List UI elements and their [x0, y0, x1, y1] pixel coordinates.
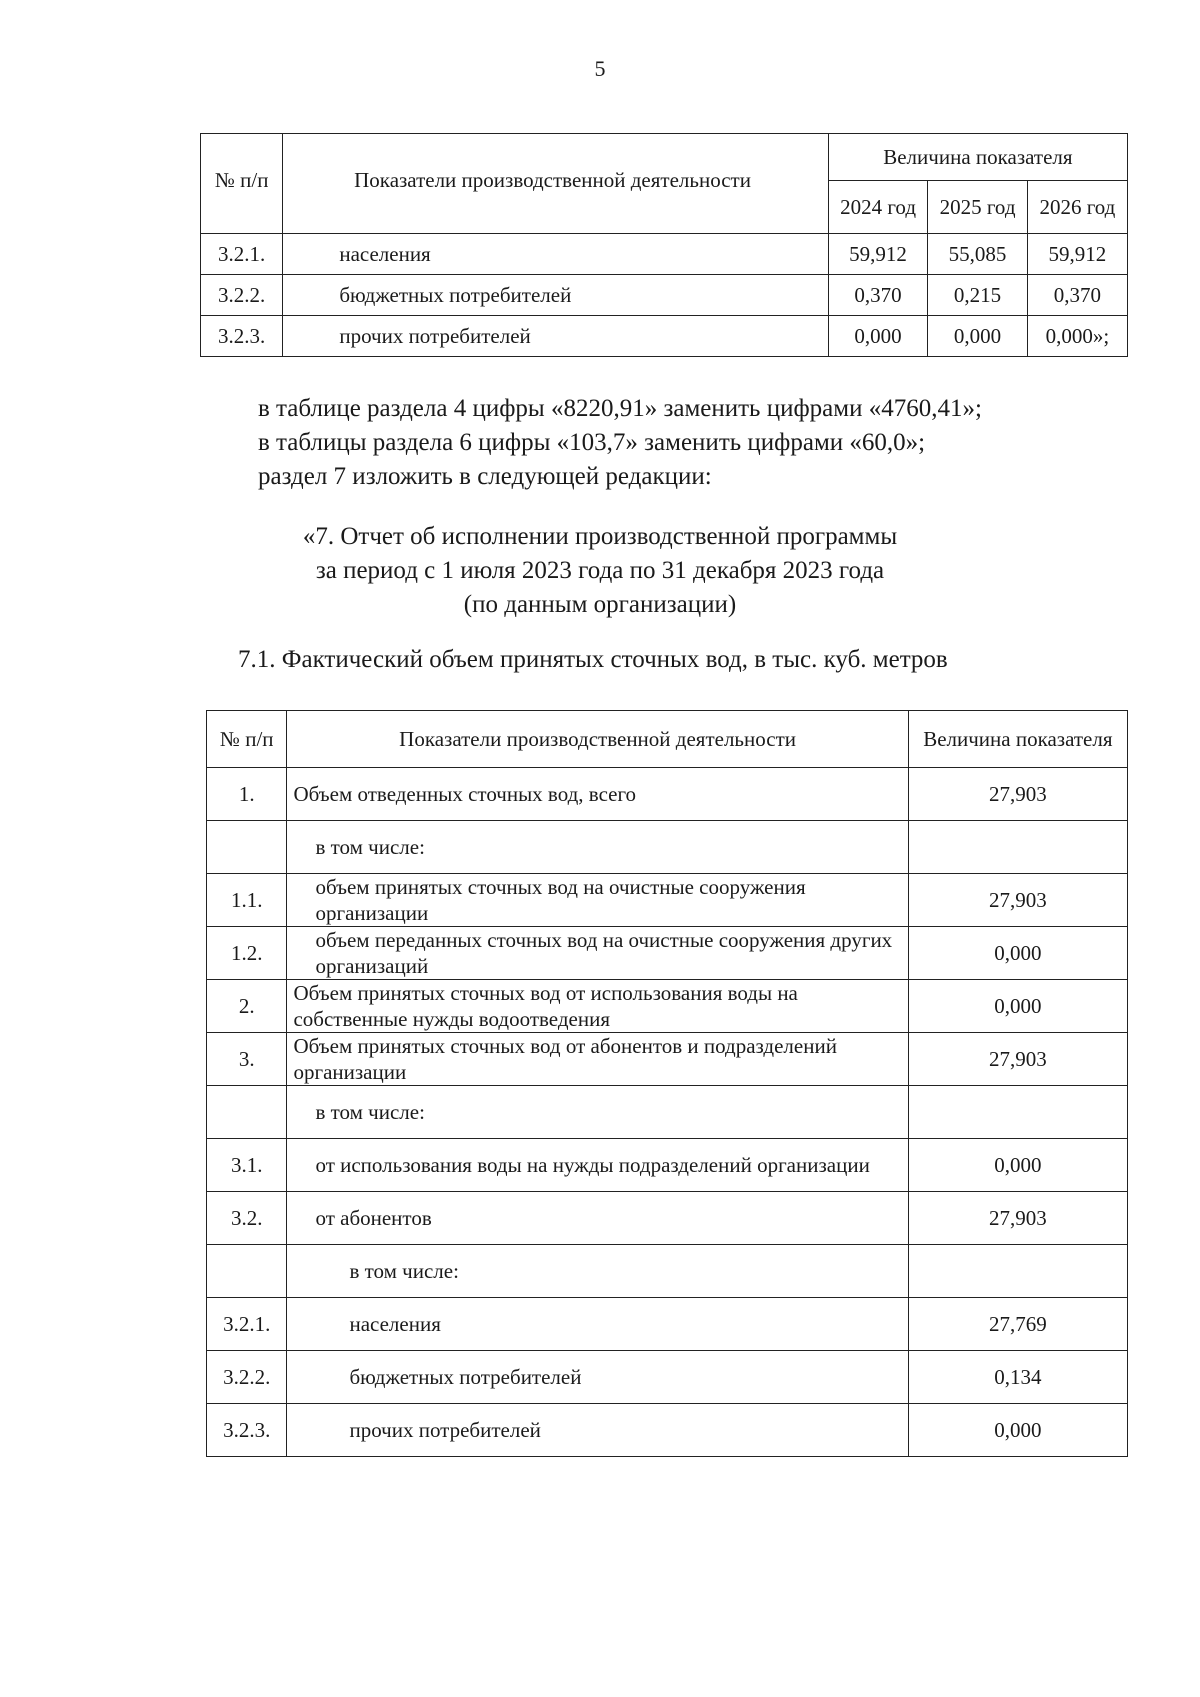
row-name: населения [283, 234, 828, 275]
header-value: Величина показателя [908, 711, 1127, 768]
row-num: 1. [207, 768, 287, 821]
header-value-group: Величина показателя [828, 134, 1127, 181]
row-num: 3.2.3. [201, 316, 283, 357]
row-num: 1.1. [207, 874, 287, 927]
header-name: Показатели производственной деятельности [287, 711, 908, 768]
row-name: в том числе: [287, 1086, 908, 1139]
header-year-2026: 2026 год [1027, 181, 1127, 234]
row-value: 27,903 [908, 874, 1127, 927]
header-num: № п/п [207, 711, 287, 768]
row-num: 3.2.1. [207, 1298, 287, 1351]
table-row [207, 1298, 1128, 1351]
row-num: 3.2.1. [201, 234, 283, 275]
row-num [207, 1086, 287, 1139]
row-value: 27,903 [908, 768, 1127, 821]
table-row [207, 821, 1128, 874]
row-name: от абонентов [287, 1192, 908, 1245]
row-num: 3.2.3. [207, 1404, 287, 1457]
row-name: в том числе: [287, 821, 908, 874]
table-row [207, 927, 1128, 980]
row-value: 0,000 [908, 980, 1127, 1033]
page-number: 5 [594, 56, 606, 81]
row-value: 27,769 [908, 1298, 1127, 1351]
paragraph-section4: в таблице раздела 4 цифры «8220,91» заменить цифрами «4760,41»; [258, 395, 982, 422]
row-name: от использования воды на нужды подразделений организации [287, 1139, 908, 1192]
row-value: 0,000 [908, 927, 1127, 980]
table-row [207, 768, 1128, 821]
row-num [207, 1245, 287, 1298]
table-row [201, 234, 1128, 275]
row-num: 3.2. [207, 1192, 287, 1245]
row-num: 3. [207, 1033, 287, 1086]
row-value-2024: 59,912 [828, 234, 928, 275]
table-row [201, 275, 1128, 316]
production-indicators-table [200, 133, 1128, 357]
header-num: № п/п [201, 134, 283, 234]
row-name: объем принятых сточных вод на очистные сооружения организации [287, 874, 908, 927]
row-value-2025: 55,085 [928, 234, 1028, 275]
row-num: 3.2.2. [201, 275, 283, 316]
paragraph-section6: в таблицы раздела 6 цифры «103,7» заменить цифрами «60,0»; [258, 429, 926, 456]
section-title-line: «7. Отчет об исполнении производственной программы [302, 523, 898, 550]
row-num [207, 821, 287, 874]
wastewater-volume-table [206, 710, 1128, 1457]
section-title [0, 520, 1200, 622]
row-name: прочих потребителей [287, 1404, 908, 1457]
paragraph-section7: раздел 7 изложить в следующей редакции: [258, 463, 712, 490]
row-value-2026: 59,912 [1027, 234, 1127, 275]
row-name: Объем принятых сточных вод от использования воды на собственные нужды водоотведения [287, 980, 908, 1033]
row-name: в том числе: [287, 1245, 908, 1298]
header-year-2024: 2024 год [828, 181, 928, 234]
subsection-title: 7.1. Фактический объем принятых сточных вод, в тыс. куб. метров [238, 646, 948, 673]
row-value: 27,903 [908, 1192, 1127, 1245]
row-value-2024: 0,370 [828, 275, 928, 316]
table-row [207, 980, 1128, 1033]
row-value: 27,903 [908, 1033, 1127, 1086]
row-name: населения [287, 1298, 908, 1351]
row-value-2025: 0,000 [928, 316, 1028, 357]
table-row [207, 1351, 1128, 1404]
table-row [207, 1033, 1128, 1086]
row-value [908, 1086, 1127, 1139]
header-year-2025: 2025 год [928, 181, 1028, 234]
table-row [207, 1192, 1128, 1245]
row-value-2026: 0,370 [1027, 275, 1127, 316]
row-value: 0,134 [908, 1351, 1127, 1404]
header-name: Показатели производственной деятельности [283, 134, 828, 234]
row-value: 0,000 [908, 1404, 1127, 1457]
table-row [207, 1245, 1128, 1298]
row-name: бюджетных потребителей [287, 1351, 908, 1404]
table-row [207, 1139, 1128, 1192]
section-title-line: за период с 1 июля 2023 года по 31 декабря 2023 года [315, 557, 885, 584]
row-num: 3.1. [207, 1139, 287, 1192]
row-value-2026: 0,000»; [1027, 316, 1127, 357]
row-num: 2. [207, 980, 287, 1033]
row-value-2025: 0,215 [928, 275, 1028, 316]
row-name: объем переданных сточных вод на очистные сооружения других организаций [287, 927, 908, 980]
row-value [908, 1245, 1127, 1298]
row-value-2024: 0,000 [828, 316, 928, 357]
section-title-line: (по данным организации) [463, 591, 737, 618]
row-num: 3.2.2. [207, 1351, 287, 1404]
row-value [908, 821, 1127, 874]
row-name: Объем отведенных сточных вод, всего [287, 768, 908, 821]
row-value: 0,000 [908, 1139, 1127, 1192]
row-name: бюджетных потребителей [283, 275, 828, 316]
table-row [207, 1404, 1128, 1457]
row-num: 1.2. [207, 927, 287, 980]
row-name: Объем принятых сточных вод от абонентов и подразделений организации [287, 1033, 908, 1086]
table-row [201, 316, 1128, 357]
table-row [207, 1086, 1128, 1139]
table-row [207, 874, 1128, 927]
row-name: прочих потребителей [283, 316, 828, 357]
